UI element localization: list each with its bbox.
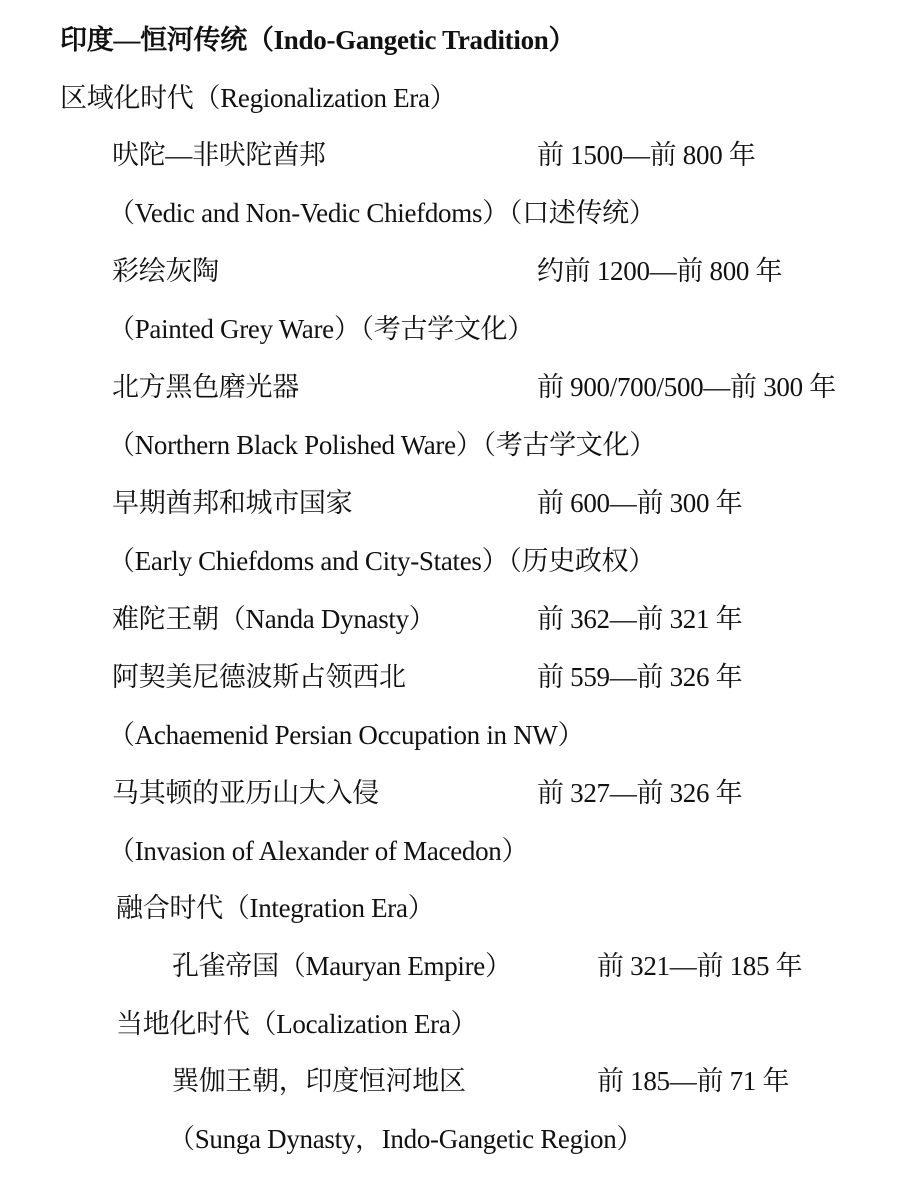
entry-name: 马其顿的亚历山大入侵 bbox=[112, 778, 379, 808]
entry-name: 吠陀—非吠陀酋邦 bbox=[112, 140, 326, 170]
entry-detail: （Painted Grey Ware）（考古学文化） bbox=[108, 314, 534, 344]
entry-detail: （Achaemenid Persian Occupation in NW） bbox=[108, 720, 585, 750]
entry-name: 早期酋邦和城市国家 bbox=[112, 488, 353, 518]
entry-date: 前 900/700/500—前 300 年 bbox=[537, 372, 836, 402]
entry-detail: （Early Chiefdoms and City-States）（历史政权） bbox=[108, 546, 655, 576]
entry-date: 前 600—前 300 年 bbox=[537, 488, 743, 518]
entry-detail: （Vedic and Non-Vedic Chiefdoms）（口述传统） bbox=[108, 198, 656, 228]
entry-name: 难陀王朝（Nanda Dynasty） bbox=[112, 604, 436, 634]
entry-name: 彩绘灰陶 bbox=[112, 256, 219, 286]
entry-date: 前 327—前 326 年 bbox=[537, 778, 743, 808]
entry-name: 阿契美尼德波斯占领西北 bbox=[112, 662, 406, 692]
entry-date: 前 362—前 321 年 bbox=[537, 604, 743, 634]
entry-date: 前 321—前 185 年 bbox=[597, 951, 803, 981]
entry-date: 前 185—前 71 年 bbox=[597, 1066, 790, 1096]
entry-name: 孔雀帝国（Mauryan Empire） bbox=[172, 951, 512, 981]
entry-detail: （Invasion of Alexander of Macedon） bbox=[108, 836, 529, 866]
entry-detail: （Sunga Dynasty，Indo-Gangetic Region） bbox=[168, 1124, 644, 1154]
era-heading-integration: 融合时代（Integration Era） bbox=[116, 893, 435, 923]
entry-name: 巽伽王朝，印度恒河地区 bbox=[172, 1066, 466, 1096]
era-heading-regionalization: 区域化时代（Regionalization Era） bbox=[60, 83, 457, 113]
era-heading-localization: 当地化时代（Localization Era） bbox=[116, 1009, 478, 1039]
entry-detail: （Northern Black Polished Ware）（考古学文化） bbox=[108, 430, 656, 460]
entry-date: 前 559—前 326 年 bbox=[537, 662, 743, 692]
entry-name: 北方黑色磨光器 bbox=[112, 372, 299, 402]
document-title: 印度—恒河传统（Indo-Gangetic Tradition） bbox=[60, 25, 576, 55]
entry-date: 前 1500—前 800 年 bbox=[537, 140, 756, 170]
entry-date: 约前 1200—前 800 年 bbox=[537, 256, 783, 286]
